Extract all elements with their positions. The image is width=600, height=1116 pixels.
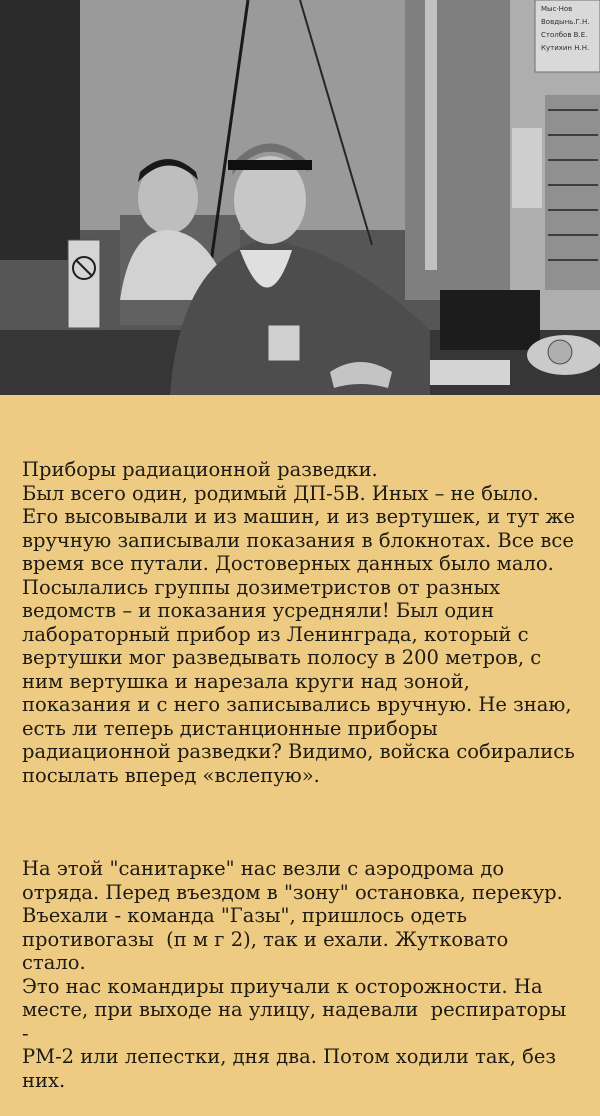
- note-card-line: Мыс·Нов: [541, 5, 573, 13]
- article-text: [0, 395, 600, 1116]
- paragraph-sanitarka: На этой "санитарке" нас везли с аэродрома до отряда. Перед въездом в "зону" остановка, перекур. Въехали - команда "Газы", пришлось одеть противогазы (п м г 2), так и ехали. Жутковато стало. Это нас командиры приучали к осторожности. На месте, при выходе на улицу, надевали респираторы - РМ-2 или лепестки, дня два. Потом ходили так, без них.: [22, 857, 567, 1092]
- paragraph-radiation-devices: Приборы радиационной разведки. Был всего один, родимый ДП-5В. Иных – не было. Его высовывали и из машин, и из вертушек, и тут же вручную записывали показания в блокнотах. Все все время все путали. Достоверных данных было мало. Посылались группы дозиметристов от разных ведомств – и показания усредняли! Был один лабораторный прибор из Ленинграда, который с вертушки мог разведывать полосу в 200 метров, с ним вертушка и нарезала круги над зоной, показания и с него записывались вручную. Не знаю, есть ли теперь дистанционные приборы радиационной разведки? Видимо, войска собирались посылать вперед «вслепую».: [22, 458, 576, 787]
- photo: [0, 0, 600, 395]
- photo-vignette: [0, 0, 600, 395]
- note-card-line: Столбов В.Е.: [541, 31, 588, 39]
- radio-room-photo-illustration: [0, 0, 600, 395]
- note-card-line: Вовдынь.Г.Н.: [541, 18, 590, 26]
- note-card-line: Кутихин Н.Н.: [541, 44, 590, 52]
